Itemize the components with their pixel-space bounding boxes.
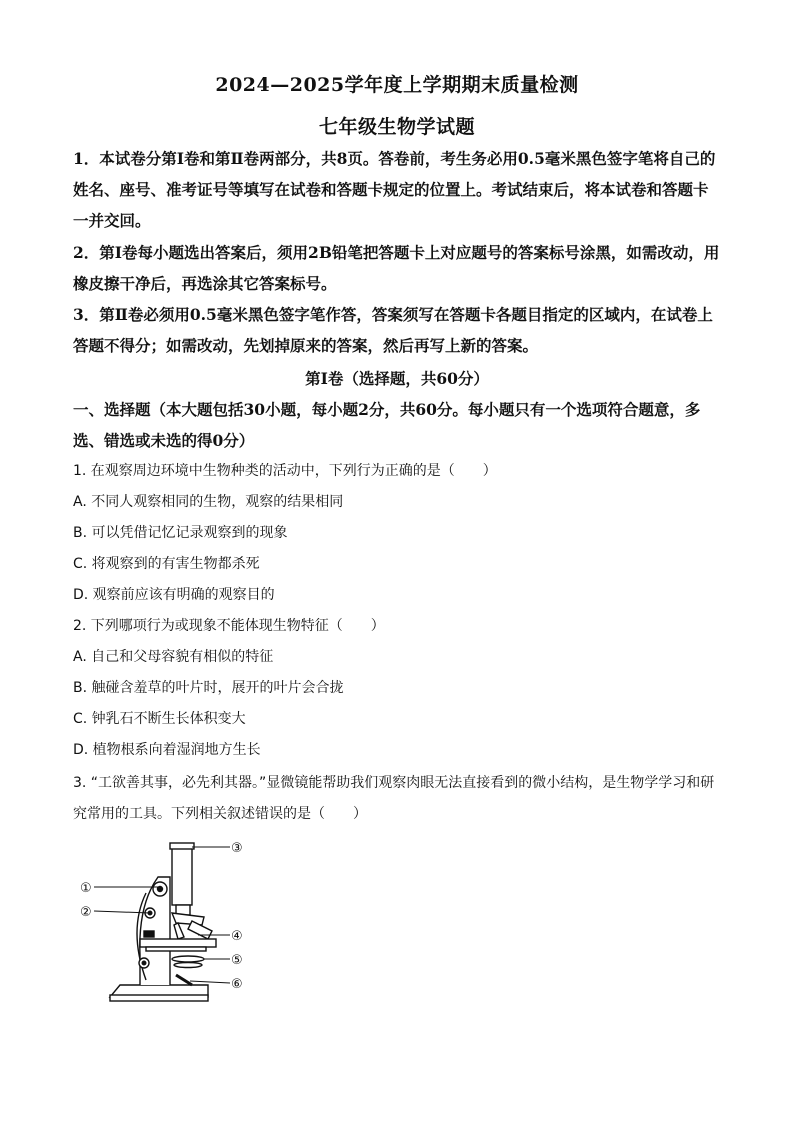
exam-title: 2024—2025学年度上学期期末质量检测 <box>215 74 579 96</box>
figure-label-1: ① <box>80 881 92 896</box>
microscope-figure <box>80 835 280 1010</box>
question-2-option-c: C. 钟乳石不断生长体积变大 <box>73 711 246 727</box>
question-3-stem: 3. “工欲善其事，必先利其器。”显微镜能帮助我们观察肉眼无法直接看到的微小结构，是生物学学习和研究常用的工具。下列相关叙述错误的是（ ） <box>73 775 715 822</box>
figure-label-3: ③ <box>231 841 243 856</box>
instruction-2: 2．第Ⅰ卷每小题选出答案后，须用2B铅笔把答题卡上对应题号的答案标号涂黑，如需改动，用橡皮擦干净后，再选涂其它答案标号。 <box>73 243 720 293</box>
exam-subtitle: 七年级生物学试题 <box>318 116 475 138</box>
question-1-stem: 1. 在观察周边环境中生物种类的活动中，下列行为正确的是（ ） <box>73 463 497 479</box>
section-title: 第Ⅰ卷（选择题，共60分） <box>305 369 489 388</box>
figure-label-2: ② <box>80 905 92 920</box>
part-title: 一、选择题（本大题包括30小题，每小题2分，共60分。每小题只有一个选项符合题意，多选、错选或未选的得0分） <box>73 400 701 450</box>
question-2-option-a: A. 自己和父母容貌有相似的特征 <box>73 649 274 665</box>
figure-label-5: ⑤ <box>231 953 243 968</box>
figure-label-4: ④ <box>231 929 243 944</box>
question-1-option-b: B. 可以凭借记忆记录观察到的现象 <box>73 525 288 541</box>
figure-label-6: ⑥ <box>231 977 243 992</box>
question-2-option-b: B. 触碰含羞草的叶片时，展开的叶片会合拢 <box>73 680 344 696</box>
instruction-1: 1．本试卷分第Ⅰ卷和第Ⅱ卷两部分，共8页。答卷前，考生务必用0.5毫米黑色签字笔将自己的姓名、座号、准考证号等填写在试卷和答题卡规定的位置上。考试结束后，将本试卷和答题卡一并交回。 <box>73 149 716 230</box>
question-2-stem: 2. 下列哪项行为或现象不能体现生物特征（ ） <box>73 618 385 634</box>
question-1-option-a: A. 不同人观察相同的生物，观察的结果相同 <box>73 494 344 510</box>
question-1-option-d: D. 观察前应该有明确的观察目的 <box>73 587 275 603</box>
instruction-3: 3．第Ⅱ卷必须用0.5毫米黑色签字笔作答，答案须写在答题卡各题目指定的区域内，在试卷上答题不得分；如需改动，先划掉原来的答案，然后再写上新的答案。 <box>73 305 713 355</box>
question-1-option-c: C. 将观察到的有害生物都杀死 <box>73 556 260 572</box>
question-2-option-d: D. 植物根系向着湿润地方生长 <box>73 742 261 758</box>
